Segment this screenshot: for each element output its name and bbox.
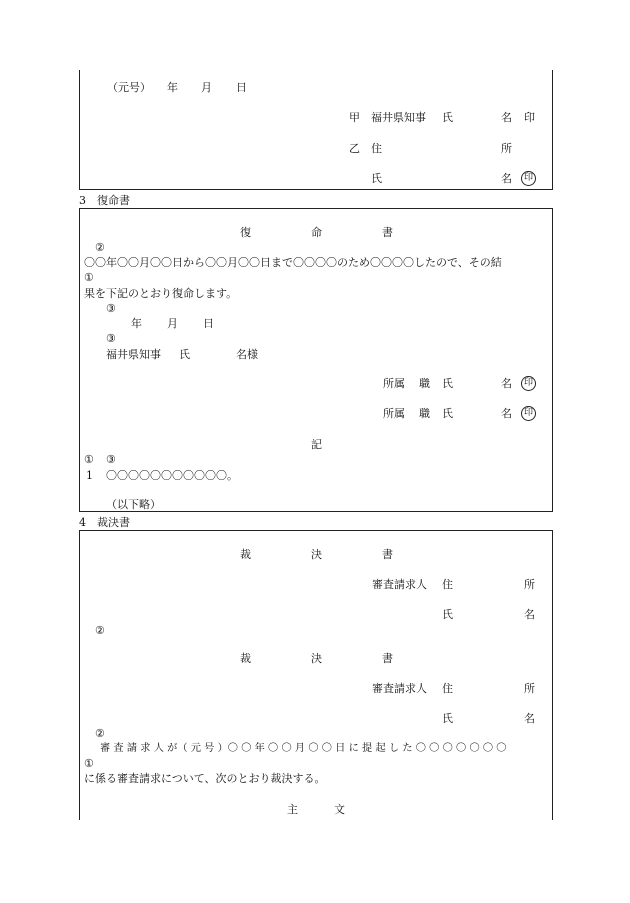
- shubun-char-2: 文: [334, 803, 345, 816]
- title-char-3: 書: [382, 652, 393, 665]
- title-char-2: 決: [311, 548, 322, 561]
- note-marker: ①: [84, 271, 94, 284]
- note-marker: ③: [106, 332, 116, 345]
- party-a-name-label: 氏: [442, 111, 453, 124]
- party-b-label: 乙: [349, 142, 360, 155]
- era-label: （元号）: [107, 81, 151, 94]
- signer-name-label2: 名: [501, 407, 512, 420]
- title-char-3: 書: [382, 548, 393, 561]
- signer-name-label: 氏: [442, 377, 453, 390]
- month-label: 月: [167, 317, 178, 330]
- party-b-seal-icon: 印: [521, 171, 536, 186]
- day-label: 日: [236, 81, 247, 94]
- party-b-name-label: 氏: [371, 172, 382, 185]
- addressee-title: 福井県知事: [106, 348, 161, 361]
- party-b-address-label2: 所: [501, 142, 512, 155]
- ika-ryaku: （以下略）: [106, 498, 161, 511]
- note-marker: ②: [95, 727, 105, 740]
- name-label: 氏: [442, 608, 453, 621]
- address-label: 住: [442, 578, 453, 591]
- note-marker: ②: [95, 241, 105, 254]
- party-a-name-label2: 名: [501, 111, 512, 124]
- address-label: 住: [442, 682, 453, 695]
- title-char-3: 書: [382, 226, 393, 239]
- requester-label: 審査請求人: [372, 578, 427, 591]
- title-char-1: 裁: [240, 548, 251, 561]
- note-marker: ③: [106, 302, 116, 315]
- name-label: 氏: [442, 712, 453, 725]
- signer-post: 職: [419, 407, 430, 420]
- party-b-address-label: 住: [371, 142, 382, 155]
- name-label2: 名: [524, 608, 535, 621]
- body-line-1: 審 査 請 求 人 が（ 元 号 ）〇 〇 年 〇 〇 月 〇 〇 日 に 提 起 し た 〇 〇 〇 〇 〇 〇 〇: [100, 743, 507, 754]
- addressee-name-label: 氏: [179, 348, 190, 361]
- body-line-2: 果を下記のとおり復命します。: [84, 287, 238, 300]
- address-label2: 所: [524, 682, 535, 695]
- item-number: 1: [86, 469, 93, 482]
- signer-dept: 所属: [383, 407, 405, 420]
- note-marker: ①: [84, 757, 94, 770]
- party-a-title: 福井県知事: [371, 111, 426, 124]
- month-label: 月: [201, 81, 212, 94]
- signer-post: 職: [419, 377, 430, 390]
- body-line-1: 〇〇年〇〇月〇〇日から〇〇月〇〇日まで〇〇〇〇のため〇〇〇〇したので、その結: [84, 256, 502, 269]
- signer-seal-icon: 印: [521, 376, 536, 391]
- day-label: 日: [203, 317, 214, 330]
- signer-seal-icon: 印: [521, 406, 536, 421]
- item-text: 〇〇〇〇〇〇〇〇〇〇〇。: [106, 469, 238, 482]
- address-label2: 所: [524, 578, 535, 591]
- title-char-2: 命: [311, 226, 322, 239]
- title-char-1: 復: [240, 226, 251, 239]
- requester-label: 審査請求人: [372, 682, 427, 695]
- party-a-label: 甲: [349, 111, 360, 124]
- signer-dept: 所属: [383, 377, 405, 390]
- body-line-2: に係る審査請求について、次のとおり裁決する。: [84, 772, 326, 785]
- note-marker: ②: [95, 624, 105, 637]
- note-marker: ③: [106, 453, 116, 466]
- party-b-name-label2: 名: [501, 172, 512, 185]
- signer-name-label2: 名: [501, 377, 512, 390]
- section4-heading: 4 裁決書: [79, 516, 130, 529]
- year-label: 年: [167, 81, 178, 94]
- signer-name-label: 氏: [442, 407, 453, 420]
- note-marker: ①: [84, 453, 94, 466]
- party-a-seal: 印: [524, 111, 535, 124]
- shubun-char-1: 主: [287, 803, 298, 816]
- section3-heading: 3 復命書: [79, 194, 130, 207]
- addressee-honorific: 名様: [236, 348, 258, 361]
- title-char-2: 決: [311, 652, 322, 665]
- name-label2: 名: [524, 712, 535, 725]
- ki-heading: 記: [311, 438, 322, 451]
- year-label: 年: [131, 317, 142, 330]
- title-char-1: 裁: [240, 652, 251, 665]
